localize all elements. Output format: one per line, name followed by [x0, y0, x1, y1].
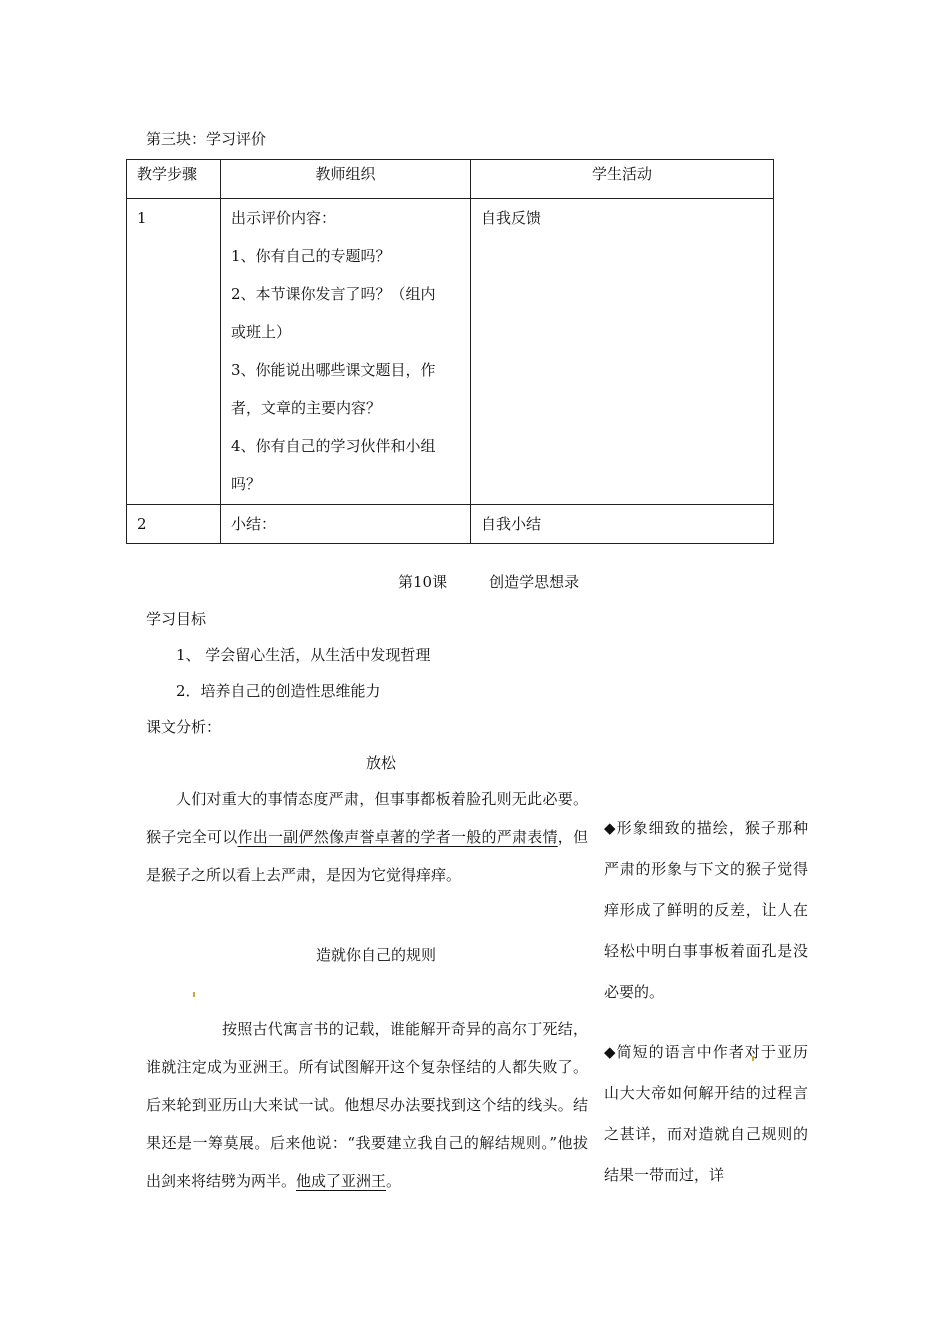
- paragraph-text: ，但是猴子之所以看上去严肃，是因为它觉得痒痒。: [146, 828, 588, 884]
- paragraph-text: 。: [386, 1172, 402, 1190]
- paragraph-text: 按照古代寓言书的记载，谁能解开奇异的高尔丁死结，谁就注定成为亚洲王。所有试图解开这个复杂怪结的人都失败了。后来轮到亚历山大来试一试。他想尽办法要找到这个结的线头。结果还是一筹莫展。后来他说：“我要建立我自己的解结规则。”他拔出剑来将结劈为两半。: [146, 1020, 588, 1190]
- lesson-number: 第10课: [398, 573, 448, 591]
- goals-label: 学习目标: [146, 610, 207, 628]
- teacher-cell: [221, 199, 471, 505]
- passage-paragraph: [146, 1010, 588, 1200]
- teacher-line: 3、你能说出哪些课文题目，作: [231, 361, 436, 379]
- goal-item: 2．培养自己的创造性思维能力: [176, 682, 381, 700]
- underlined-text: 他成了亚洲王: [296, 1172, 387, 1190]
- lesson-title: [398, 571, 579, 592]
- underlined-text: 作出一副俨然像声誉卓著的学者一般的严肃表情: [237, 828, 558, 846]
- table-header-row: [127, 160, 774, 199]
- teacher-cell: 小结：: [221, 505, 471, 544]
- teacher-line: 或班上）: [231, 323, 292, 341]
- teacher-line: 吗？: [231, 475, 262, 493]
- step-cell: 1: [127, 199, 221, 505]
- paragraph-text: 人们对重大的事情态度严肃，但事事都板着脸孔则无此必要。猴子完全可以: [146, 790, 588, 846]
- teacher-line: 者，文章的主要内容？: [231, 399, 382, 417]
- header-student: 学生活动: [471, 160, 774, 199]
- header-teacher: 教师组织: [221, 160, 471, 199]
- stray-mark: [193, 992, 195, 997]
- teacher-line: 4、你有自己的学习伙伴和小组: [231, 437, 436, 455]
- margin-note: ◆形象细致的描绘，猴子那种严肃的形象与下文的猴子觉得痒形成了鲜明的反差，让人在轻松中明白事事板着面孔是没必要的。: [604, 819, 808, 1001]
- lesson-name: 创造学思想录: [489, 573, 580, 591]
- teacher-line: 2、本节课你发言了吗？（组内: [231, 285, 436, 303]
- passage-paragraph: [146, 780, 588, 894]
- passage-title: 放松: [366, 754, 397, 772]
- analysis-label: 课文分析：: [146, 718, 222, 736]
- goal-item: 1、 学会留心生活，从生活中发现哲理: [176, 646, 431, 664]
- section-heading: 第三块：学习评价: [146, 130, 267, 148]
- step-cell: 2: [127, 505, 221, 544]
- student-cell: 自我小结: [471, 505, 774, 544]
- header-step: 教学步骤: [127, 160, 221, 199]
- student-cell: 自我反馈: [471, 199, 774, 505]
- teacher-line: 出示评价内容：: [231, 209, 337, 227]
- table-row: [127, 505, 774, 544]
- margin-note: ◆简短的语言中作者对于亚历山大大帝如何解开结的过程言之甚详，而对造就自己规则的结果一带而过，详: [604, 1043, 808, 1184]
- teacher-line: 1、你有自己的专题吗？: [231, 247, 391, 265]
- passage-title: 造就你自己的规则: [316, 946, 437, 964]
- table-row: [127, 199, 774, 505]
- evaluation-table: [126, 159, 774, 544]
